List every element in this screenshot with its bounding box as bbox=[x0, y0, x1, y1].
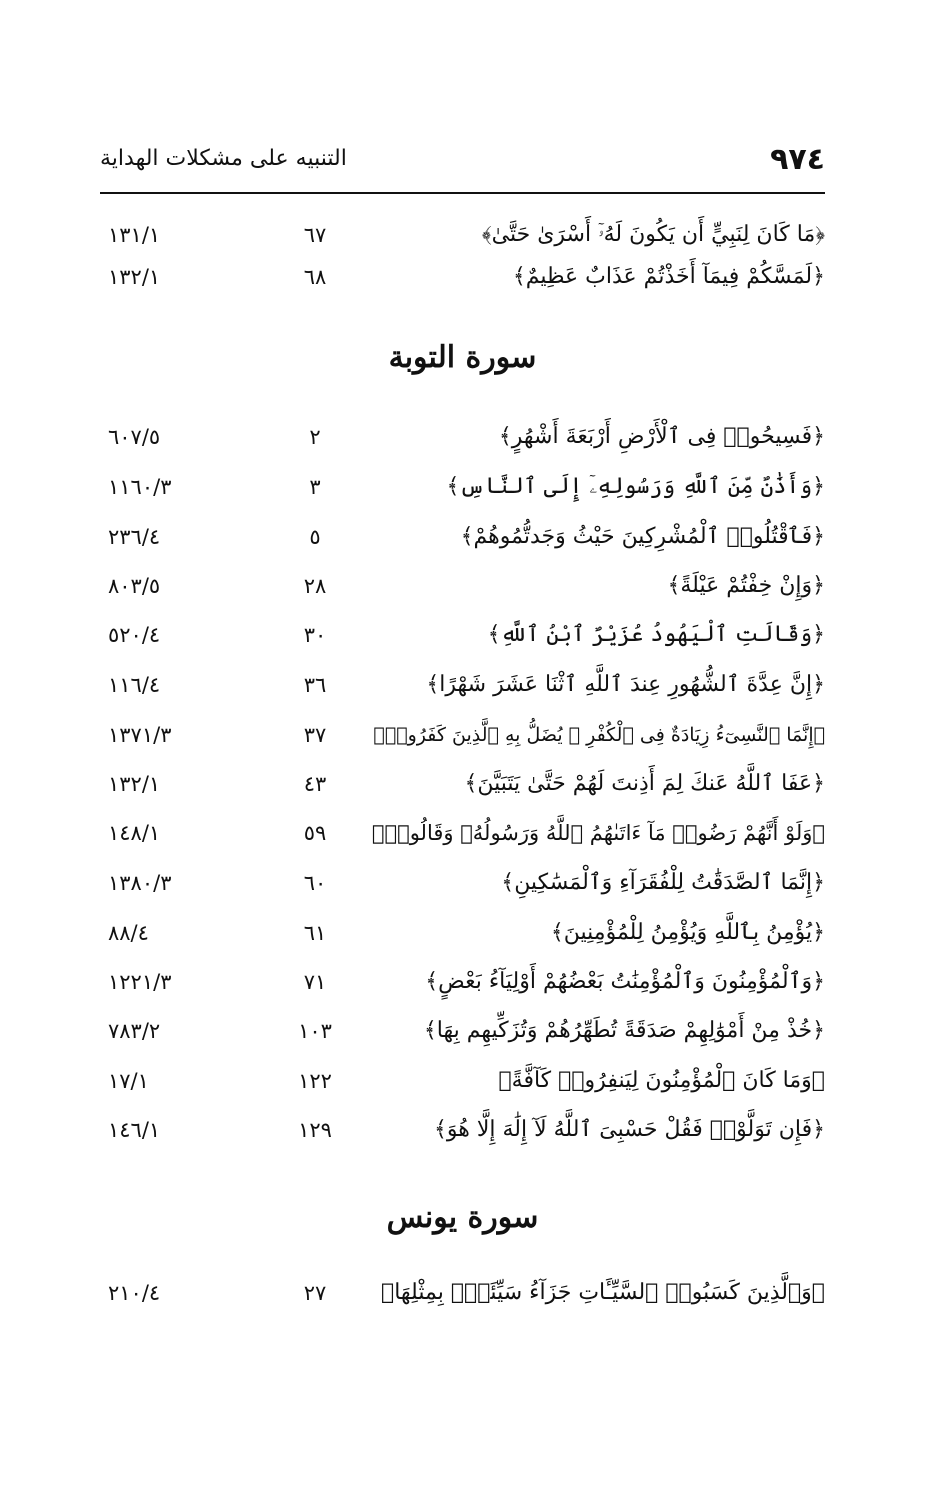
verse-text: ﴿وَلَوْ أَنَّهُمْ رَضُوا۟ مَآ ءَاتَىٰهُمُ ٱللَّهُ وَرَسُولُهُۥ وَقَالُوا۟﴾ bbox=[371, 821, 825, 845]
page-reference: ١٤٦/١ bbox=[108, 1118, 161, 1142]
index-row bbox=[100, 1273, 825, 1313]
verse-text: ﴿وَٱلْمُؤْمِنُونَ وَٱلْمُؤْمِنَٰتُ بَعْضُهُمْ أَوْلِيَآءُ بَعْضٍ﴾ bbox=[425, 969, 825, 994]
page-reference: ٥٢٠/٤ bbox=[108, 623, 161, 647]
index-row bbox=[100, 863, 825, 903]
index-row bbox=[100, 566, 825, 606]
verse-text: ﴿يُؤْمِنُ بِٱللَّهِ وَيُؤْمِنُ لِلْمُؤْمِنِينَ﴾ bbox=[550, 920, 825, 945]
ayah-number: ٦٧ bbox=[303, 223, 327, 247]
index-row bbox=[100, 257, 825, 297]
header-rule bbox=[100, 192, 825, 194]
page-reference: ١١٦٠/٣ bbox=[108, 475, 172, 499]
index-row bbox=[100, 665, 825, 705]
verse-text: ﴿وَٱلَّذِينَ كَسَبُوا۟ ٱلسَّيِّـَٔاتِ جَزَآءُ سَيِّئَةٍۭ بِمِثْلِهَا﴾ bbox=[381, 1280, 825, 1305]
book-title: التنبيه على مشكلات الهداية bbox=[100, 146, 347, 171]
page-reference: ٨٠٣/٥ bbox=[108, 574, 161, 598]
page-reference: ١٣٢/١ bbox=[108, 772, 161, 796]
page-reference: ١٣٧١/٣ bbox=[108, 723, 172, 747]
page-reference: ٨٨/٤ bbox=[108, 921, 149, 945]
ayah-number: ٦٠ bbox=[303, 871, 327, 895]
ayah-number: ٧١ bbox=[303, 970, 327, 994]
index-row bbox=[100, 467, 825, 507]
page-reference: ١٢٢١/٣ bbox=[108, 970, 172, 994]
verse-text: ﴿فَٱقْتُلُوا۟ ٱلْمُشْرِكِينَ حَيْثُ وَجَدتُّمُوهُمْ﴾ bbox=[460, 524, 825, 549]
index-row bbox=[100, 1011, 825, 1051]
ayah-number: ١٢٩ bbox=[298, 1118, 332, 1142]
index-row bbox=[100, 1061, 825, 1101]
ayah-number: ١٠٣ bbox=[298, 1019, 332, 1043]
ayah-number: ٤٣ bbox=[303, 772, 327, 796]
verse-text: ﴿وَقَالَتِ ٱلْيَهُودُ عُزَيْرٌ ٱبْنُ ٱللَّهِ﴾ bbox=[487, 622, 825, 647]
ayah-number: ٣٧ bbox=[303, 723, 327, 747]
index-row bbox=[100, 417, 825, 457]
index-row bbox=[100, 764, 825, 804]
verse-text: ﴿إِنَّمَا ٱلصَّدَقَٰتُ لِلْفُقَرَآءِ وَٱلْمَسَٰكِينِ﴾ bbox=[501, 870, 825, 895]
verse-text: ﴿خُذْ مِنْ أَمْوَٰلِهِمْ صَدَقَةً تُطَهِّرُهُمْ وَتُزَكِّيهِم بِهَا﴾ bbox=[423, 1018, 825, 1043]
ayah-number: ٢ bbox=[309, 425, 321, 449]
page-reference: ١٤٨/١ bbox=[108, 821, 161, 845]
index-row bbox=[100, 813, 825, 853]
page-reference: ١١٦/٤ bbox=[108, 673, 161, 697]
page-reference: ١٧/١ bbox=[108, 1069, 149, 1093]
page-reference: ١٣٨٠/٣ bbox=[108, 871, 172, 895]
page-reference: ٦٠٧/٥ bbox=[108, 425, 161, 449]
verse-text: ﴿فَإِن تَوَلَّوْا۟ فَقُلْ حَسْبِىَ ٱللَّهُ لَآ إِلَٰهَ إِلَّا هُوَ﴾ bbox=[433, 1117, 825, 1142]
page-reference: ٢١٠/٤ bbox=[108, 1281, 161, 1305]
ayah-number: ٦١ bbox=[303, 921, 327, 945]
ayah-number: ٣٠ bbox=[303, 623, 327, 647]
page-reference: ١٣٢/١ bbox=[108, 265, 161, 289]
ayah-number: ٢٧ bbox=[303, 1281, 327, 1305]
verse-text: ﴿فَسِيحُوا۟ فِى ٱلْأَرْضِ أَرْبَعَةَ أَشْهُرٍ﴾ bbox=[498, 424, 825, 449]
ayah-number: ٦٨ bbox=[303, 265, 327, 289]
verse-text: ﴿عَفَا ٱللَّهُ عَنكَ لِمَ أَذِنتَ لَهُمْ حَتَّىٰ يَتَبَيَّنَ﴾ bbox=[464, 771, 825, 796]
page-reference: ٢٣٦/٤ bbox=[108, 525, 161, 549]
verse-text: ﴿إِنَّ عِدَّةَ ٱلشُّهُورِ عِندَ ٱللَّهِ ٱثْنَا عَشَرَ شَهْرًا﴾ bbox=[426, 672, 825, 697]
verse-text: ﴿وَمَا كَانَ ٱلْمُؤْمِنُونَ لِيَنفِرُوا۟ كَآفَّةً﴾ bbox=[498, 1068, 825, 1093]
ayah-number: ٥٩ bbox=[303, 821, 327, 845]
surah-heading: سورة التوبة bbox=[388, 340, 537, 375]
ayah-number: ٥ bbox=[309, 525, 321, 549]
verse-text: ﴿مَا كَانَ لِنَبِيٍّ أَن يَكُونَ لَهُۥٓ أَسْرَىٰ حَتَّىٰ﴾ bbox=[481, 222, 825, 247]
index-row bbox=[100, 913, 825, 953]
verse-text: ﴿لَمَسَّكُمْ فِيمَآ أَخَذْتُمْ عَذَابٌ عَظِيمٌ﴾ bbox=[512, 264, 825, 289]
index-row bbox=[100, 517, 825, 557]
index-row bbox=[100, 615, 825, 655]
page-number: ٩٧٤ bbox=[770, 142, 825, 177]
surah-heading: سورة يونس bbox=[386, 1200, 539, 1235]
verse-text: ﴿إِنَّمَا ٱلنَّسِىٓءُ زِيَادَةٌ فِى ٱلْكُفْرِ ۖ يُضَلُّ بِهِ ٱلَّذِينَ كَفَرُوا۟﴾ bbox=[373, 724, 825, 746]
ayah-number: ٢٨ bbox=[303, 574, 327, 598]
page-reference: ٧٨٣/٢ bbox=[108, 1019, 161, 1043]
verse-text: ﴿وَإِنْ خِفْتُمْ عَيْلَةً﴾ bbox=[667, 573, 825, 598]
index-row bbox=[100, 715, 825, 755]
index-row bbox=[100, 215, 825, 255]
verse-text: ﴿وَأَذَٰنٌ مِّنَ ٱللَّهِ وَرَسُولِهِۦٓ إِلَى ٱلنَّاسِ﴾ bbox=[446, 474, 825, 499]
page-reference: ١٣١/١ bbox=[108, 223, 161, 247]
ayah-number: ١٢٢ bbox=[298, 1069, 332, 1093]
index-row bbox=[100, 1110, 825, 1150]
ayah-number: ٣ bbox=[309, 475, 321, 499]
index-row bbox=[100, 962, 825, 1002]
ayah-number: ٣٦ bbox=[303, 673, 327, 697]
page-header bbox=[100, 140, 825, 190]
